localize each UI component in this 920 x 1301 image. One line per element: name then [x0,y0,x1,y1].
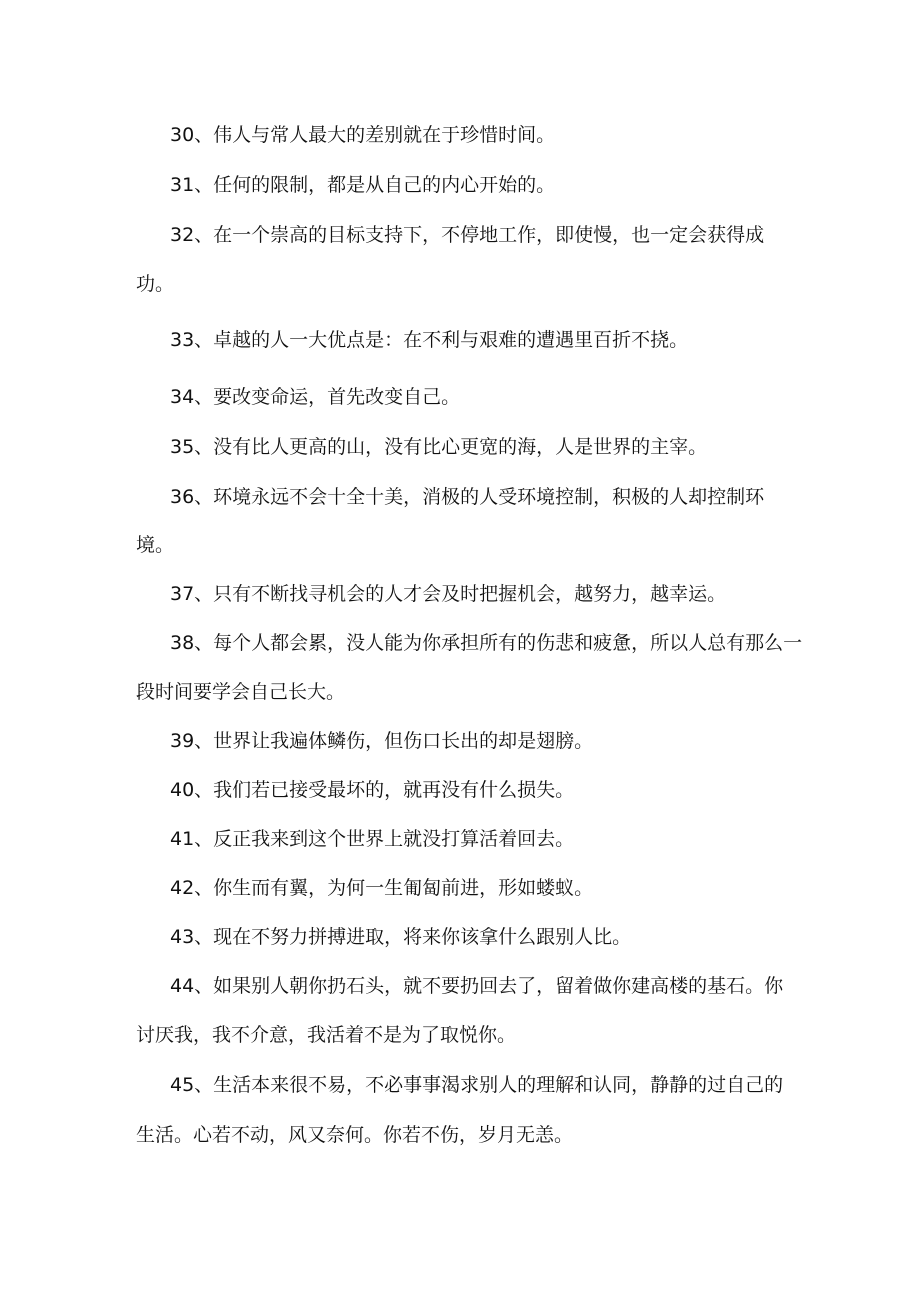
quote-32-line-1: 32、在一个崇高的目标支持下，不停地工作，即使慢，也一定会获得成 [170,224,765,246]
quote-42-line-1: 42、你生而有翼，为何一生匍匐前进，形如蝼蚁。 [170,877,594,899]
quote-36-line-2: 境。 [136,534,175,556]
quote-44-line-1: 44、如果别人朝你扔石头，就不要扔回去了，留着做你建高楼的基石。你 [170,975,784,997]
quote-36-line-1: 36、环境永远不会十全十美，消极的人受环境控制，积极的人却控制环 [170,486,765,508]
quote-40-line-1: 40、我们若已接受最坏的，就再没有什么损失。 [170,779,575,801]
quote-31-line-1: 31、任何的限制，都是从自己的内心开始的。 [170,174,556,196]
quote-45-line-2: 生活。心若不动，风又奈何。你若不伤，岁月无恙。 [136,1124,574,1146]
quote-43-line-1: 43、现在不努力拼搏进取，将来你该拿什么跟别人比。 [170,926,632,948]
quote-33-line-1: 33、卓越的人一大优点是：在不利与艰难的遭遇里百折不挠。 [170,329,689,351]
quote-44-line-2: 讨厌我，我不介意，我活着不是为了取悦你。 [136,1024,517,1046]
quote-38-line-1: 38、每个人都会累，没人能为你承担所有的伤悲和疲惫，所以人总有那么一 [170,632,803,654]
quote-30-line-1: 30、伟人与常人最大的差别就在于珍惜时间。 [170,124,556,146]
quote-34-line-1: 34、要改变命运，首先改变自己。 [170,386,461,408]
quote-37-line-1: 37、只有不断找寻机会的人才会及时把握机会，越努力，越幸运。 [170,583,727,605]
quote-45-line-1: 45、生活本来很不易，不必事事渴求别人的理解和认同，静静的过自己的 [170,1074,784,1096]
quote-41-line-1: 41、反正我来到这个世界上就没打算活着回去。 [170,828,575,850]
quote-38-line-2: 段时间要学会自己长大。 [136,681,346,703]
quote-39-line-1: 39、世界让我遍体鳞伤，但伤口长出的却是翅膀。 [170,730,594,752]
quote-35-line-1: 35、没有比人更高的山，没有比心更宽的海，人是世界的主宰。 [170,436,708,458]
quote-32-line-2: 功。 [136,273,175,295]
